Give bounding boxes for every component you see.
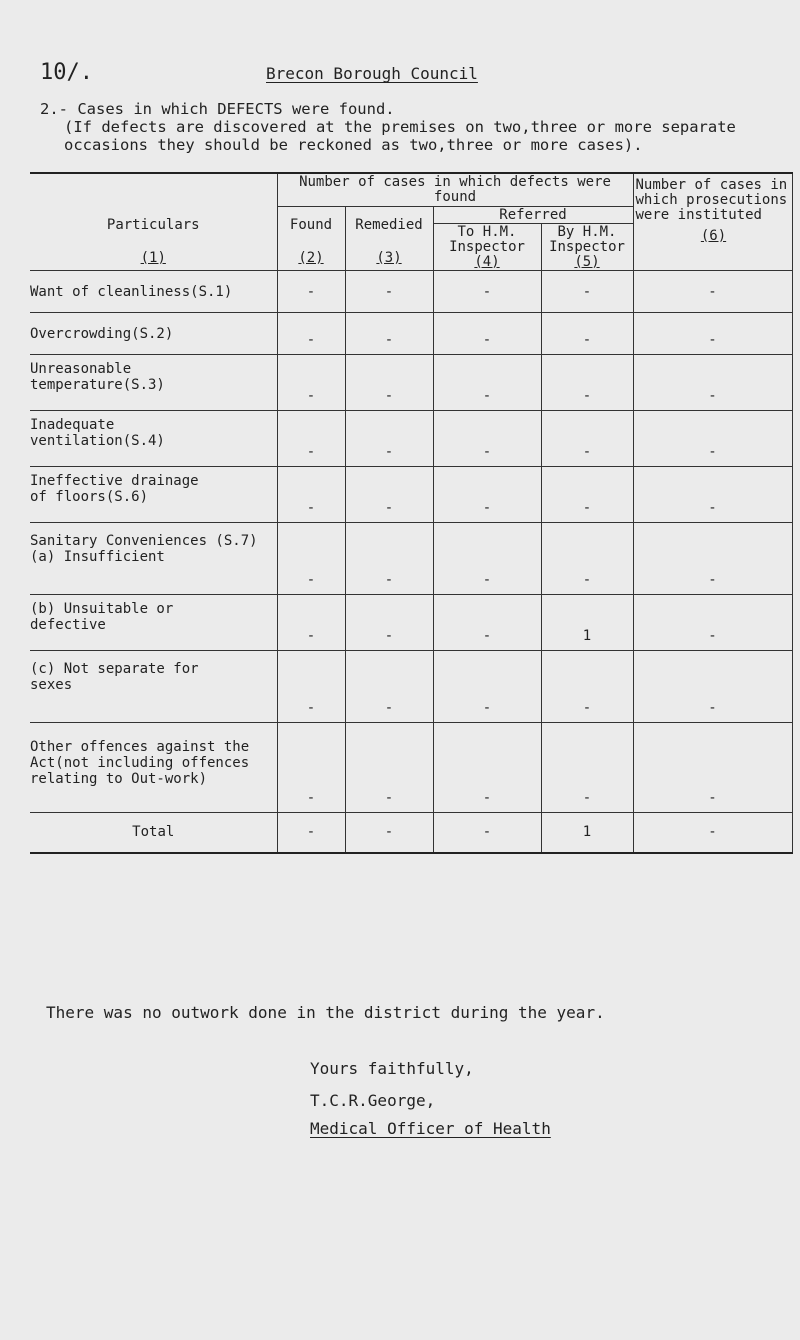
cell-remedied: - [345,313,433,355]
cell-to-hm: - [433,411,541,467]
to-hm-header-label: To H.M. Inspector [449,223,525,255]
by-hm-header-num: (5) [574,253,600,270]
remedied-header-num: (3) [376,250,402,266]
cell-prosecutions: - [633,723,792,813]
remedied-header [345,207,433,271]
to-hm-header [433,224,541,271]
found-header-num: (2) [298,250,324,266]
table-row [30,523,792,595]
cell-prosecutions: - [633,595,792,651]
remedied-header-label: Remedied [355,217,423,233]
signature-name: T.C.R.George, [310,1091,436,1110]
cell-found: - [277,411,345,467]
row-label-text: Unreasonable temperature(S.3) [30,361,165,393]
cell-prosecutions: - [633,313,792,355]
cell-to-hm: - [433,523,541,595]
by-hm-header-label: By H.M. Inspector [549,223,625,255]
cell-remedied: - [345,411,433,467]
row-label-text: Inadequate ventilation(S.4) [30,417,165,449]
cases-found-header: Number of cases in which defects were found [277,173,633,207]
cell-by-hm: - [541,523,633,595]
row-label: Overcrowding(S.2) [30,313,277,355]
cell-prosecutions: - [633,411,792,467]
header-title: Brecon Borough Council [266,64,478,83]
cell-by-hm: - [541,467,633,523]
cell-found: - [277,723,345,813]
cell-remedied: - [345,467,433,523]
particulars-header-label: Particulars [106,217,200,233]
cell-to-hm: - [433,595,541,651]
row-label [30,467,277,523]
prosecutions-header [633,173,792,271]
cell-found: - [277,651,345,723]
total-prosecutions: - [633,813,792,853]
row-label-text: Ineffective drainage of floors(S.6) [30,473,199,505]
cell-remedied: - [345,271,433,313]
cell-prosecutions: - [633,523,792,595]
total-by-hm: 1 [541,813,633,853]
cell-to-hm: - [433,651,541,723]
table-row [30,595,792,651]
cell-to-hm: - [433,313,541,355]
cell-found: - [277,467,345,523]
particulars-header [30,173,277,271]
cell-prosecutions: - [633,651,792,723]
cell-to-hm: - [433,723,541,813]
found-header-label: Found [289,217,333,233]
referred-header: Referred [433,207,633,224]
cell-found: - [277,355,345,411]
intro-text [40,100,780,154]
cell-to-hm: - [433,355,541,411]
cell-remedied: - [345,651,433,723]
row-label [30,411,277,467]
row-label-text: Sanitary Conveniences (S.7) (a) Insufficient [30,533,258,565]
total-found: - [277,813,345,853]
cell-prosecutions: - [633,467,792,523]
closing-salutation: Yours faithfully, [310,1059,474,1078]
cell-remedied: - [345,723,433,813]
cell-by-hm: - [541,313,633,355]
section-heading: 2.- Cases in which DEFECTS were found. [40,100,395,118]
table-row [30,355,792,411]
total-row [30,813,792,853]
section-note: (If defects are discovered at the premises on two,three or more separate occasions they should be reckoned as two,three or more cases). [64,118,736,154]
found-header [277,207,345,271]
total-to-hm: - [433,813,541,853]
row-label-text: (b) Unsuitable or defective [30,601,174,633]
row-label [30,355,277,411]
total-label: Total [30,813,277,853]
to-hm-header-num: (4) [474,253,500,270]
row-label: Want of cleanliness(S.1) [30,271,277,313]
row-label [30,723,277,813]
table-row [30,313,792,355]
page-number: 10/. [40,60,93,85]
row-label-text: (c) Not separate for sexes [30,661,199,693]
cell-to-hm: - [433,271,541,313]
defects-table [30,172,793,854]
prosecutions-header-num: (6) [700,228,727,244]
cell-by-hm: - [541,411,633,467]
cell-found: - [277,271,345,313]
total-remedied: - [345,813,433,853]
cell-by-hm: 1 [541,595,633,651]
row-label [30,651,277,723]
table-row [30,723,792,813]
particulars-header-num: (1) [140,250,166,266]
cell-found: - [277,313,345,355]
cell-by-hm: - [541,651,633,723]
cell-by-hm: - [541,723,633,813]
row-label-text: Other offences against the Act(not including offences relating to Out-work) [30,739,250,787]
cell-found: - [277,523,345,595]
row-label [30,523,277,595]
cell-remedied: - [345,523,433,595]
by-hm-header [541,224,633,271]
cell-prosecutions: - [633,271,792,313]
prosecutions-header-label: Number of cases in which prosecutions were instituted [635,177,788,223]
row-label [30,595,277,651]
table-row [30,271,792,313]
cell-prosecutions: - [633,355,792,411]
outwork-statement: There was no outwork done in the district during the year. [46,1003,605,1022]
officer-title: Medical Officer of Health [310,1119,551,1138]
table-row [30,651,792,723]
cell-to-hm: - [433,467,541,523]
table-row [30,467,792,523]
cell-by-hm: - [541,355,633,411]
table-row [30,411,792,467]
cell-remedied: - [345,595,433,651]
cell-found: - [277,595,345,651]
cell-remedied: - [345,355,433,411]
cell-by-hm: - [541,271,633,313]
